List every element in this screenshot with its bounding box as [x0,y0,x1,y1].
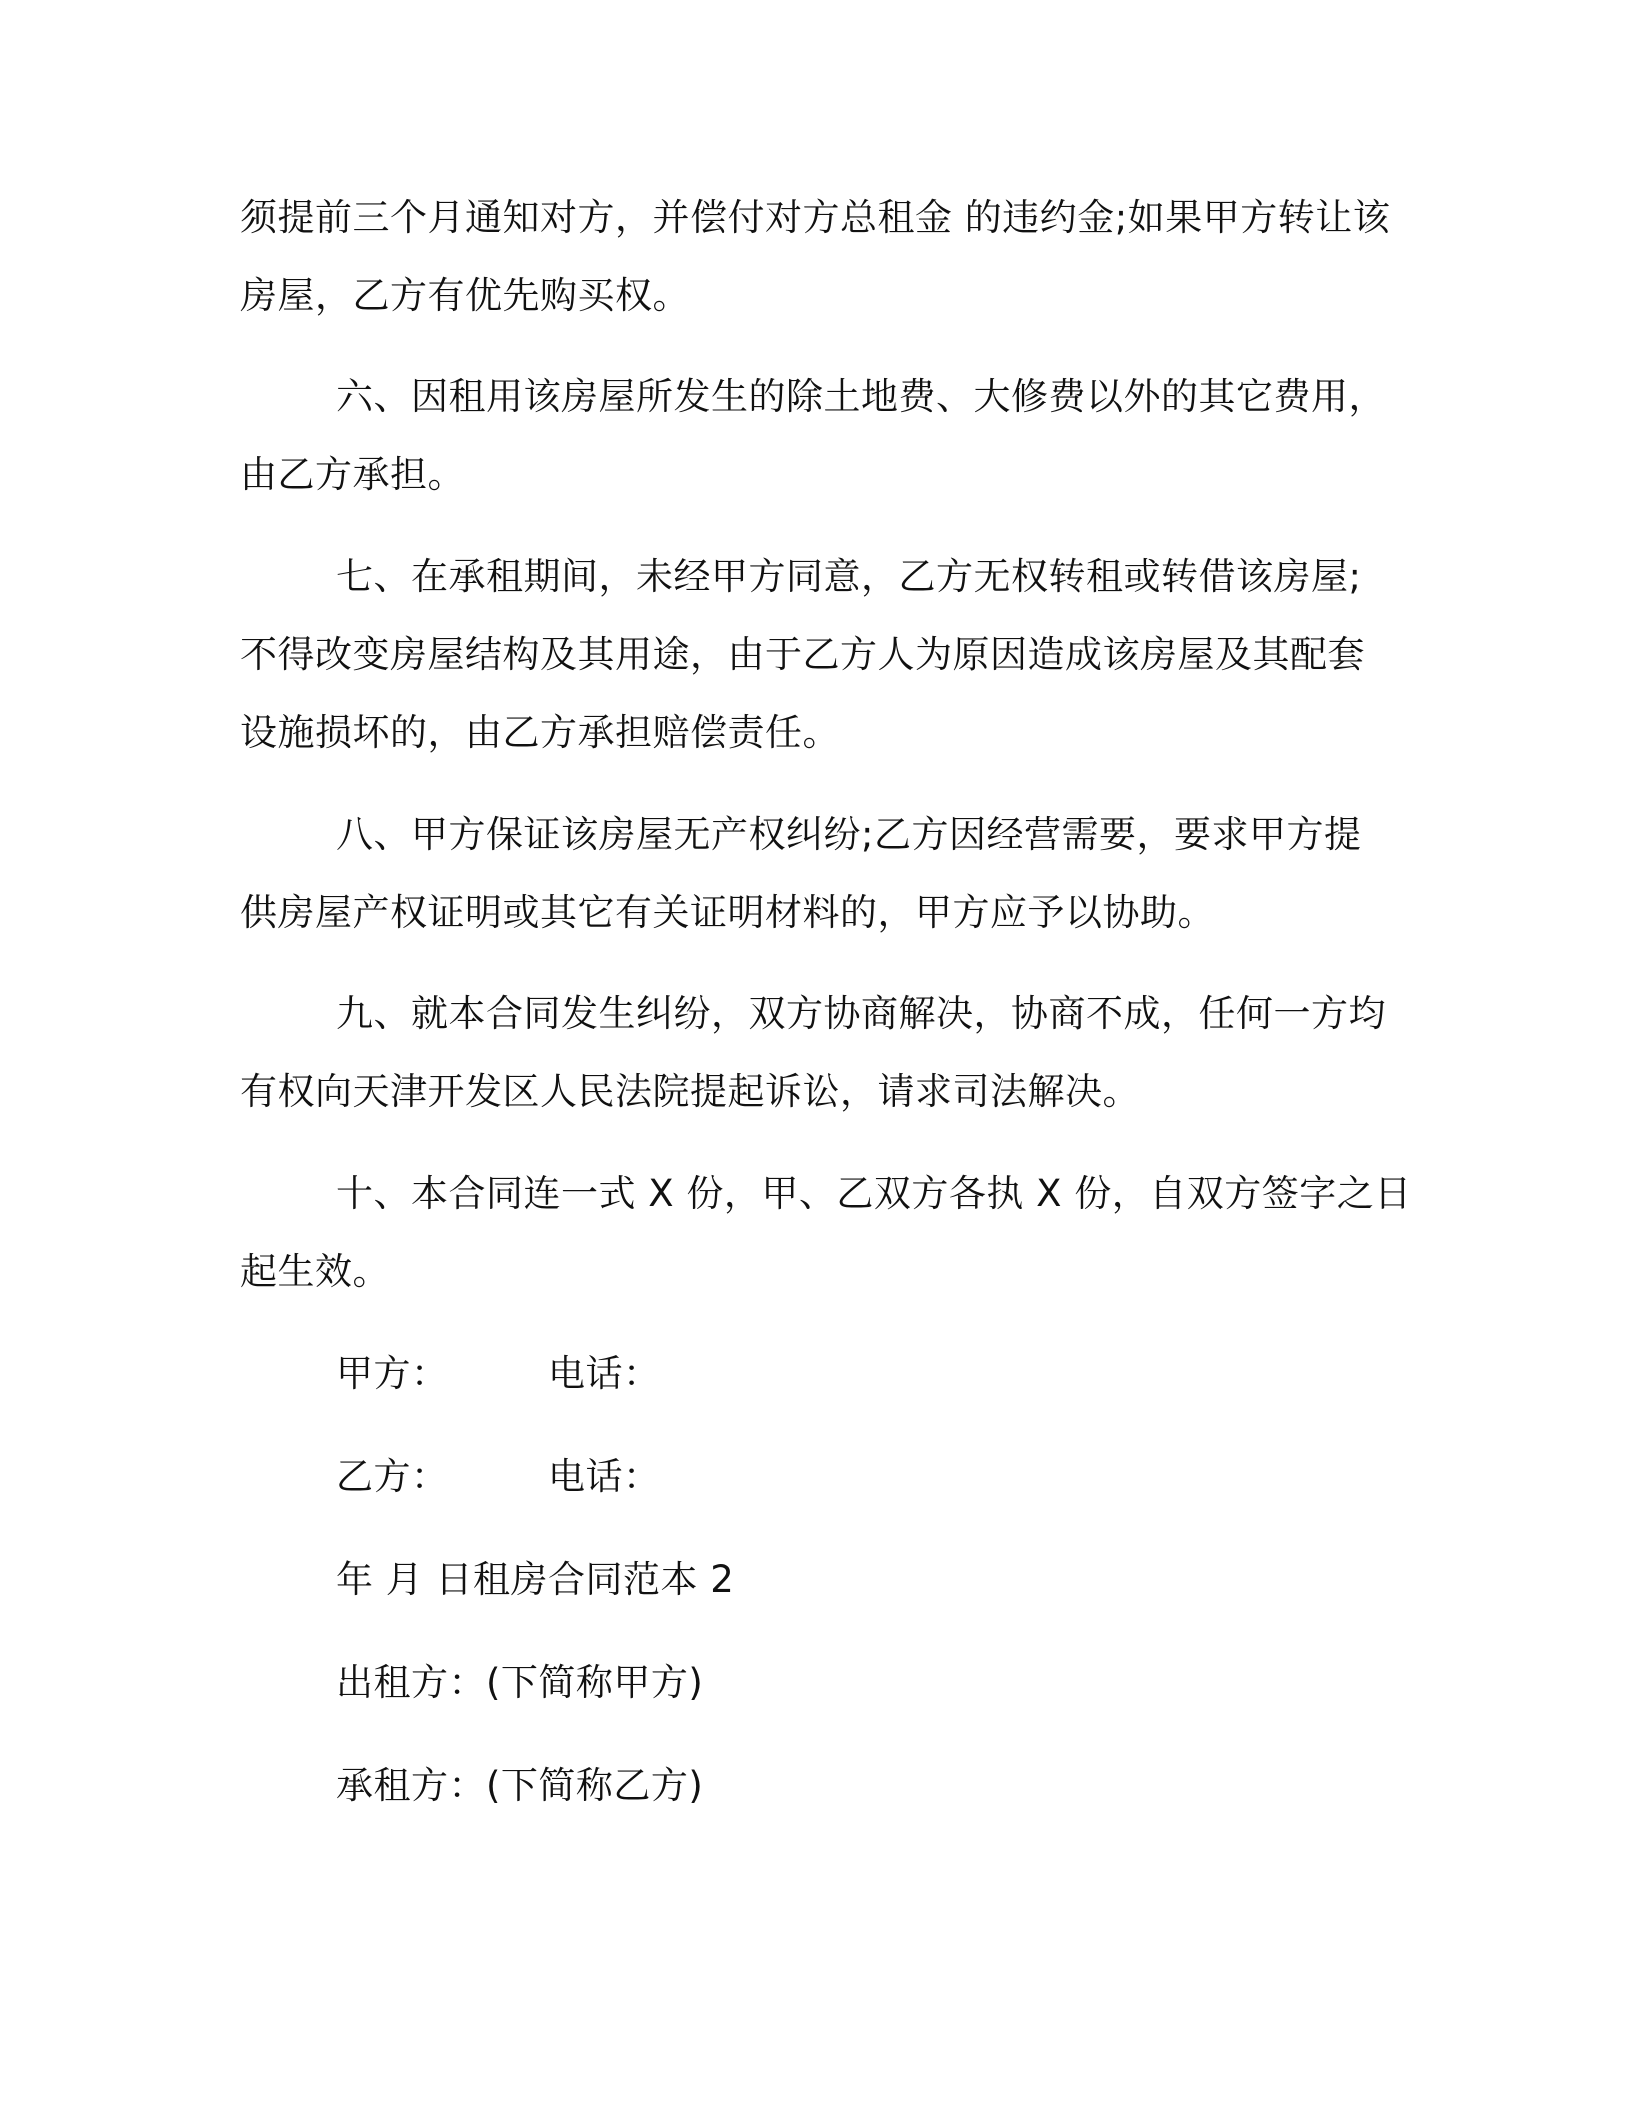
para7-line-3: 设施损坏的，由乙方承担赔偿责任。 [240,711,840,754]
lessor-line: 出租方：(下简称甲方) [336,1661,704,1704]
party-b-label: 乙方： [336,1455,449,1498]
para7-line-1: 七、在承租期间，未经甲方同意，乙方无权转租或转借该房屋; [336,555,1362,598]
para6-line-1: 六、因租用该房屋所发生的除土地费、大修费以外的其它费用， [336,375,1386,418]
para5-line-1: 须提前三个月通知对方，并偿付对方总租金 的违约金;如果甲方转让该 [240,196,1391,239]
party-a-phone-label: 电话： [548,1352,661,1395]
para6-line-2: 由乙方承担。 [240,453,465,496]
para5-line-2: 房屋，乙方有优先购买权。 [240,274,690,317]
para9-line-2: 有权向天津开发区人民法院提起诉讼，请求司法解决。 [240,1070,1140,1113]
lessee-line: 承租方：(下简称乙方) [336,1764,704,1807]
para10-line-1: 十、本合同连一式 X 份，甲、乙双方各执 X 份，自双方签字之日 [336,1172,1412,1215]
para9-line-1: 九、就本合同发生纠纷，双方协商解决，协商不成，任何一方均 [336,992,1386,1035]
para8-line-2: 供房屋产权证明或其它有关证明材料的，甲方应予以协助。 [240,891,1215,934]
para10-line-2: 起生效。 [240,1250,390,1293]
date-and-title: 年 月 日租房合同范本 2 [336,1558,735,1601]
para7-line-2: 不得改变房屋结构及其用途，由于乙方人为原因造成该房屋及其配套 [240,633,1365,676]
party-a-label: 甲方： [336,1352,449,1395]
para8-line-1: 八、甲方保证该房屋无产权纠纷;乙方因经营需要，要求甲方提 [336,813,1362,856]
party-b-phone-label: 电话： [548,1455,661,1498]
